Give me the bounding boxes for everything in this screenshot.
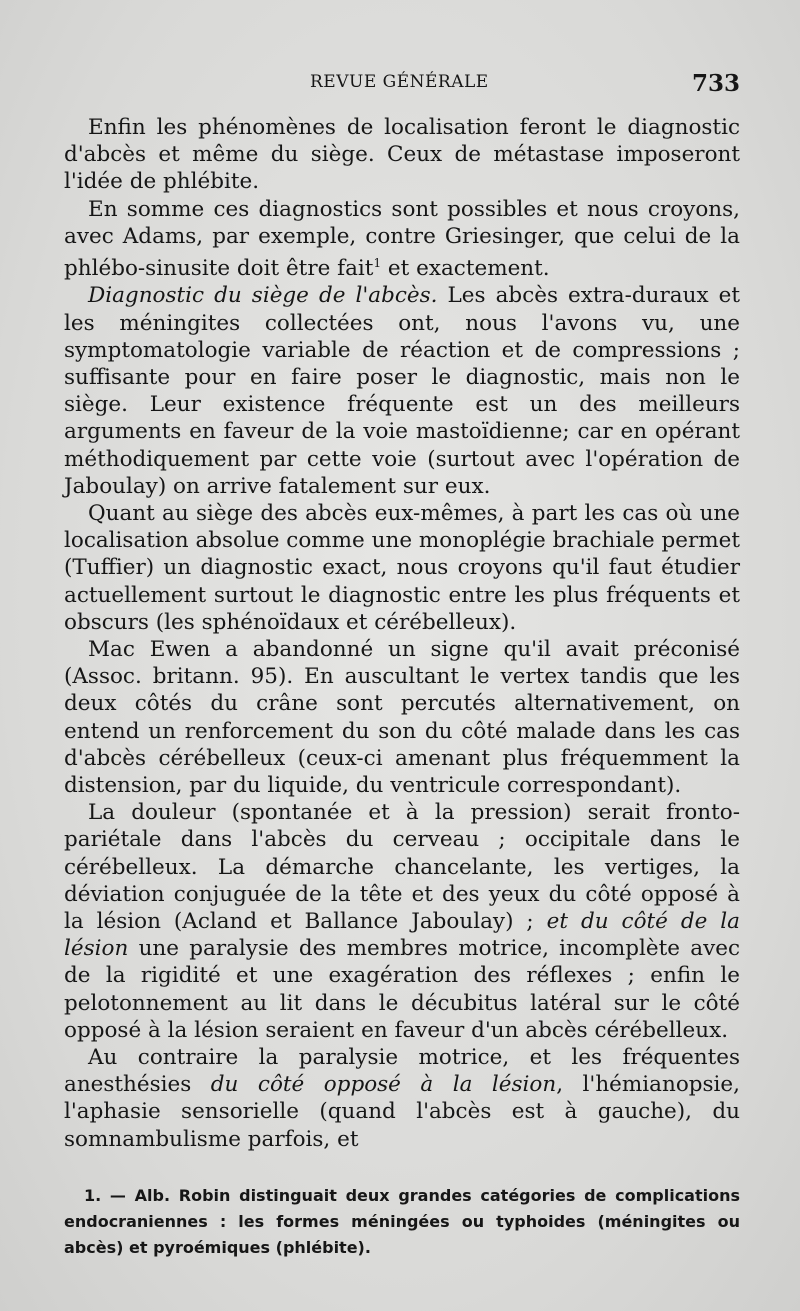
paragraph-text: En somme ces diagnostics sont possibles et nous croyons, avec Adams, par exemple, contre Griesinger, que celui de la phlébo-sinusite doit être fait [64, 196, 740, 282]
paragraph-text: une paralysie des membres motrice, incomplète avec de la rigidité et une exagération des réflexes ; enfin le pelotonnement au lit dans le décubitus latéral sur le côté opposé à la lésion seraient en faveur d'un abcès cérébelleux. [64, 936, 740, 1043]
paragraph-text: Au contraire la paralysie motrice, et les fréquentes anesthésies [64, 1045, 740, 1098]
paragraph-text: Enfin les phénomènes de localisation feront le diagnostic d'abcès et même du siège. Ceux de métastase imposeront l'idée de phlébite. [64, 115, 740, 195]
paragraph [64, 196, 740, 283]
italic-emphasis: du côté opposé à la lésion [210, 1072, 557, 1098]
paragraph-text: La douleur (spontanée et à la pression) serait fronto-pariétale dans l'abcès du cerveau ; occipitale dans le cérébelleux. La démarche chancelante, les vertiges, la déviation conjuguée de la tête et des yeux du côté opposé à la lésion (Acland et Ballance Jaboulay) ; [64, 800, 740, 935]
paragraph [64, 500, 740, 636]
paragraph [64, 114, 740, 196]
paragraph-text: Les abcès extra-duraux et les méningites collectées ont, nous l'avons vu, une symptomatologie variable de réaction et de compressions ; suffisante pour en faire poser le diagnostic, mais non le siège. Leur existence fréquente est un des meilleurs arguments en faveur de la voie mastoïdienne; car en opérant méthodiquement par cette voie (surtout avec l'opération de Jaboulay) on arrive fatalement sur eux. [64, 283, 740, 499]
footnote-marker: 1. — [84, 1186, 126, 1205]
footnote [64, 1183, 740, 1261]
paragraph-text: , l'hémianopsie, l'aphasie sensorielle (quand l'abcès est à gauche), du somnambulisme parfois, et [64, 1072, 740, 1152]
section-heading-inline: Diagnostic du siège de l'abcès. [88, 283, 438, 309]
footnotes [64, 1183, 740, 1261]
paragraph-text: Quant au siège des abcès eux-mêmes, à part les cas où une localisation absolue comme une monoplégie brachiale permet (Tuffier) un diagnostic exact, nous croyons qu'il faut étudier actuellement surtout le diagnostic entre les plus fréquents et obscurs (les sphénoïdaux et cérébelleux). [64, 501, 740, 635]
paragraph-text: et exactement. [381, 256, 550, 282]
paragraph [64, 1044, 740, 1153]
footnote-text: Alb. Robin distinguait deux grandes catégories de complications endocraniennes : les formes méningées ou typhoides (méningites ou abcès) et pyroémiques (phlébite). [64, 1186, 741, 1257]
paragraph [64, 282, 740, 500]
running-head [62, 70, 740, 100]
paragraph-text: Mac Ewen a abandonné un signe qu'il avait préconisé (Assoc. britann. 95). En auscultant le vertex tandis que les deux côtés du crâne sont percutés alternativement, on entend un renforcement du son du côté malade dans les cas d'abcès cérébelleux (ceux-ci amenant plus fréquemment la distension, par du liquide, du ventricule correspondant). [64, 637, 740, 799]
page-number: 733 [691, 70, 740, 97]
paragraph [64, 799, 740, 1044]
paragraph [64, 636, 740, 799]
body-text [64, 114, 740, 1153]
footnote-reference[interactable]: 1 [373, 256, 382, 271]
running-title: REVUE GÉNÉRALE [310, 72, 489, 92]
italic-emphasis: et du côté de la lésion [64, 909, 740, 962]
